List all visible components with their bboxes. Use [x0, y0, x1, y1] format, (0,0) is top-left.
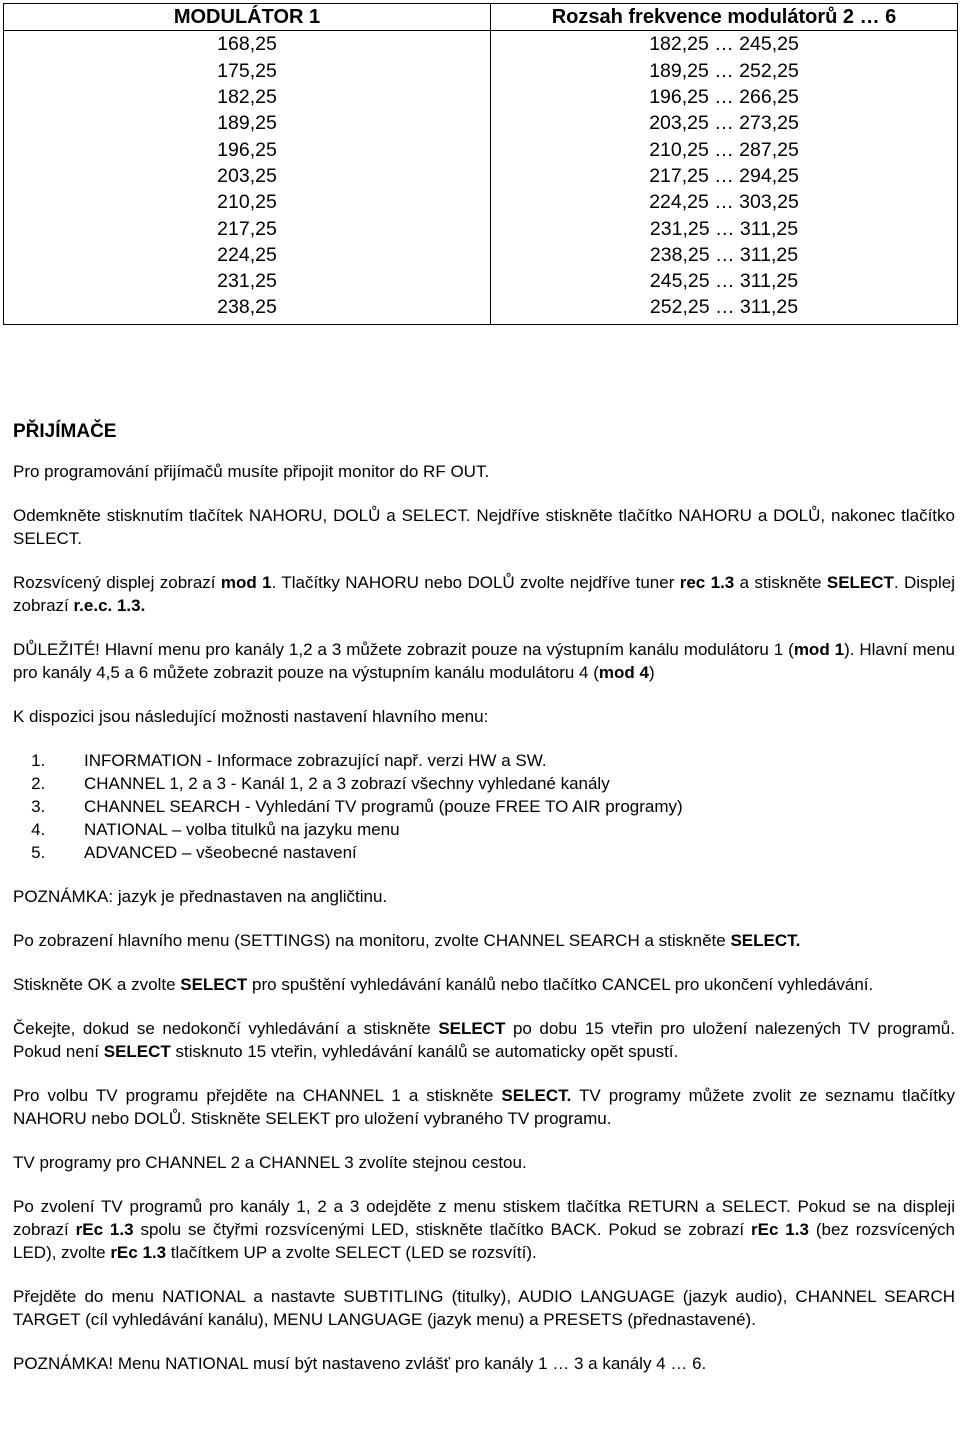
list-item: 4. NATIONAL – volba titulků na jazyku menu [50, 818, 955, 841]
key-name: SELECT [103, 1042, 171, 1061]
cell-range: 182,25 … 245,25 [491, 31, 958, 58]
cell-range: 217,25 … 294,25 [491, 163, 958, 189]
table-row [4, 294, 958, 325]
paragraph-important [13, 638, 955, 684]
text: ) [648, 663, 655, 682]
display-code: rEc 1.3 [110, 1243, 167, 1262]
display-code: r.e.c. 1.3. [73, 596, 146, 615]
paragraph-wait [13, 1017, 955, 1063]
cell-mod1: 210,25 [4, 189, 491, 215]
cell-mod1: 168,25 [4, 31, 491, 58]
cell-range: 210,25 … 287,25 [491, 136, 958, 162]
text: (bez rozsvícených LED), zvolte [13, 1220, 955, 1262]
key-name: SELECT [438, 1019, 506, 1038]
section-heading: PŘIJÍMAČE [13, 421, 117, 442]
key-name: SELECT. [501, 1086, 572, 1105]
display-code: mod 1 [793, 640, 845, 659]
text: Po zobrazení hlavního menu (SETTINGS) na monitoru, zvolte CHANNEL SEARCH a stiskněte [13, 931, 731, 950]
list-item: 1. INFORMATION - Informace zobrazující např. verzi HW a SW. [50, 749, 955, 772]
cell-mod1: 231,25 [4, 268, 491, 294]
paragraph-menu-intro: K dispozici jsou následující možnosti nastavení hlavního menu: [13, 707, 489, 726]
menu-options-list [13, 749, 955, 864]
cell-mod1: 175,25 [4, 58, 491, 84]
key-name: SELECT [826, 573, 894, 592]
table-row [4, 31, 958, 58]
receivers-section [13, 420, 955, 1396]
cell-range: 196,25 … 266,25 [491, 84, 958, 110]
text: spolu se čtyřmi rozsvícenými LED, stiskněte tlačítko BACK. Pokud se zobrazí [133, 1220, 751, 1239]
text: . Tlačítky NAHORU nebo DOLŮ zvolte nejdříve tuner [271, 573, 680, 592]
column-header-modulator-1: MODULÁTOR 1 [4, 4, 491, 31]
paragraph-language-note: POZNÁMKA: jazyk je přednastaven na angličtinu. [13, 887, 388, 906]
cell-range: 245,25 … 311,25 [491, 268, 958, 294]
text: ). Hlavní menu pro kanály 4,5 a 6 můžete zobrazit pouze na výstupním kanálu modulátoru 4 ( [13, 640, 956, 682]
text: . Displej zobrazí [13, 573, 956, 615]
paragraph-unlock: Odemkněte stisknutím tlačítek NAHORU, DOLŮ a SELECT. Nejdříve stiskněte tlačítko NAHORU a DOLŮ, nakonec tlačítko SELECT. [13, 506, 955, 548]
display-code: mod 4 [598, 663, 649, 682]
list-item: 3. CHANNEL SEARCH - Vyhledání TV programů (pouze FREE TO AIR programy) [50, 795, 955, 818]
display-code: rec 1.3 [679, 573, 735, 592]
table-row [4, 242, 958, 268]
paragraph-national-note: POZNÁMKA! Menu NATIONAL musí být nastaveno zvlášť pro kanály 1 … 3 a kanály 4 … 6. [13, 1354, 707, 1373]
paragraph-exit-menu [13, 1195, 955, 1264]
table-row [4, 110, 958, 136]
table-row [4, 189, 958, 215]
paragraph-channel-search [13, 929, 955, 952]
column-header-range: Rozsah frekvence modulátorů 2 … 6 [491, 4, 958, 31]
table-row [4, 163, 958, 189]
text: po dobu 15 vteřin pro uložení nalezených TV programů. Pokud není [13, 1019, 955, 1061]
cell-range: 189,25 … 252,25 [491, 58, 958, 84]
cell-mod1: 238,25 [4, 294, 491, 325]
list-item: 2. CHANNEL 1, 2 a 3 - Kanál 1, 2 a 3 zobrazí všechny vyhledané kanály [50, 772, 955, 795]
paragraph-national: Přejděte do menu NATIONAL a nastavte SUBTITLING (titulky), AUDIO LANGUAGE (jazyk audio), CHANNEL SEARCH TARGET (cíl vyhledávání kanálu), MENU LANGUAGE (jazyk menu) a PRESETS (přednastavené). [13, 1287, 955, 1329]
text: stisknuto 15 vteřin, vyhledávání kanálů se automaticky opět spustí. [170, 1042, 679, 1061]
display-code: mod 1 [220, 573, 272, 592]
paragraph-channel-2-3: TV programy pro CHANNEL 2 a CHANNEL 3 zvolíte stejnou cestou. [13, 1153, 527, 1172]
table-row [4, 268, 958, 294]
paragraph-display [13, 571, 955, 617]
display-code: rEc 1.3 [751, 1220, 809, 1239]
text: a stiskněte [734, 573, 827, 592]
frequency-table [3, 3, 958, 325]
table-row [4, 58, 958, 84]
cell-range: 252,25 … 311,25 [491, 294, 958, 325]
cell-mod1: 217,25 [4, 215, 491, 241]
list-item: 5. ADVANCED – všeobecné nastavení [50, 841, 955, 864]
table-row [4, 84, 958, 110]
table-row [4, 136, 958, 162]
cell-range: 238,25 … 311,25 [491, 242, 958, 268]
paragraph-connect-monitor: Pro programování přijímačů musíte připojit monitor do RF OUT. [13, 462, 490, 481]
text: Pro volbu TV programu přejděte na CHANNEL 1 a stiskněte [13, 1086, 502, 1105]
cell-range: 231,25 … 311,25 [491, 215, 958, 241]
key-name: SELECT. [730, 931, 801, 950]
key-name: SELECT [180, 975, 248, 994]
text: pro spuštění vyhledávání kanálů nebo tlačítko CANCEL pro ukončení vyhledávání. [247, 975, 874, 994]
table-header-row [4, 4, 958, 31]
cell-mod1: 182,25 [4, 84, 491, 110]
paragraph-start-search [13, 973, 955, 996]
text: Stiskněte OK a zvolte [13, 975, 181, 994]
table-row [4, 215, 958, 241]
cell-mod1: 189,25 [4, 110, 491, 136]
text: Čekejte, dokud se nedokončí vyhledávání a stiskněte [13, 1019, 439, 1038]
cell-mod1: 203,25 [4, 163, 491, 189]
text: Po zvolení TV programů pro kanály 1, 2 a 3 odejděte z menu stiskem tlačítka RETURN a SELECT. Pokud se na displeji zobrazí [13, 1197, 955, 1239]
text: DŮLEŽITÉ! Hlavní menu pro kanály 1,2 a 3 můžete zobrazit pouze na výstupním kanálu modulátoru 1 ( [13, 640, 794, 659]
cell-mod1: 224,25 [4, 242, 491, 268]
text: Rozsvícený displej zobrazí [13, 573, 221, 592]
cell-range: 224,25 … 303,25 [491, 189, 958, 215]
cell-range: 203,25 … 273,25 [491, 110, 958, 136]
cell-mod1: 196,25 [4, 136, 491, 162]
text: TV programy můžete zvolit ze seznamu tlačítky NAHORU nebo DOLŮ. Stiskněte SELEKT pro uložení vybraného TV programu. [13, 1086, 955, 1128]
text: tlačítkem UP a zvolte SELECT (LED se rozsvítí). [166, 1243, 537, 1262]
display-code: rEc 1.3 [75, 1220, 134, 1239]
paragraph-select-program [13, 1084, 955, 1130]
